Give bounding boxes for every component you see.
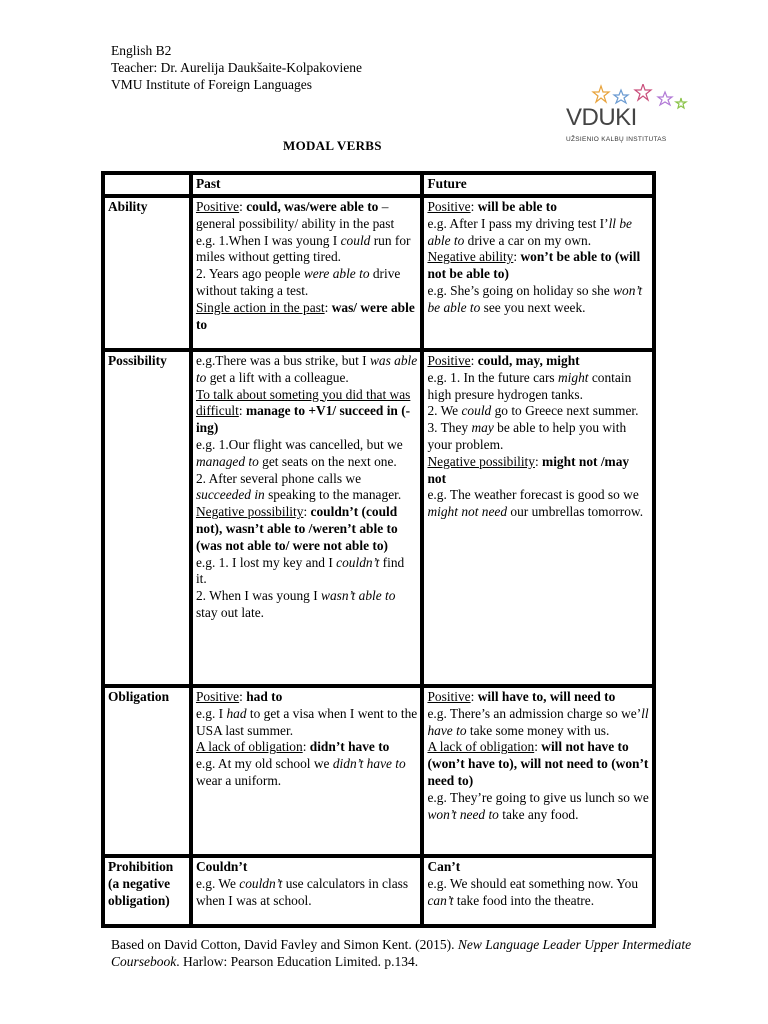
row-label-obligation: Obligation: [103, 686, 191, 856]
row-label-possibility: Possibility: [103, 350, 191, 686]
table-row-ability: [103, 196, 654, 350]
obligation-future-cell: Positive: will have to, will need to e.g. There’s an admission charge so we’ll have to take some money with us. A lack of obligation: will not have to (won’t have to), will not need to (won’t need to) e.g. They’re going to give us lunch so we won’t need to take any food.: [422, 686, 654, 856]
source-citation: Based on David Cotton, David Favley and Simon Kent. (2015). New Language Leader Upper Intermediate Coursebook. Harlow: Pearson Education Limited. p.134.: [111, 937, 692, 969]
possibility-past-cell: e.g.There was a bus strike, but I was able to get a lift with a colleague. To talk about someting you did that was difficult: manage to +V1/ succeed in (-ing) e.g. 1.Our flight was cancelled, but we managed to get seats on the next one. 2. After several phone calls we succeeded in speaking to the manager. Negative possibility: couldn’t (could not), wasn’t able to /weren’t able to (was not able to/ were not able to) e.g. 1. I lost my key and I couldn’t find it. 2. When I was young I wasn’t able to stay out late.: [191, 350, 423, 686]
table-header-row: [103, 173, 654, 196]
prohibition-future-cell: Can’t e.g. We should eat something now. You can’t take food into the theatre.: [422, 856, 654, 926]
header-past: Past: [191, 173, 423, 196]
table-row-prohibition: [103, 856, 654, 926]
institute-line: VMU Institute of Foreign Languages: [111, 77, 312, 92]
obligation-past-cell: Positive: had to e.g. I had to get a visa when I went to the USA last summer. A lack of obligation: didn’t have to e.g. At my old school we didn’t have to wear a uniform.: [191, 686, 423, 856]
logo-wordmark: VDUKI: [566, 104, 637, 131]
prohibition-past-cell: Couldn’t e.g. We couldn’t use calculators in class when I was at school.: [191, 856, 423, 926]
table-row-obligation: [103, 686, 654, 856]
page-title: MODAL VERBS: [283, 138, 382, 153]
modal-verbs-table: [101, 171, 656, 928]
row-label-ability: Ability: [103, 196, 191, 350]
teacher-line: Teacher: Dr. Aurelija Daukšaite-Kolpakoviene: [111, 60, 362, 75]
vduki-logo: [566, 88, 696, 158]
ability-future-cell: Positive: will be able to e.g. After I pass my driving test I’ll be able to drive a car on my own. Negative ability: won’t be able to (will not be able to) e.g. She’s going on holiday so she won’t be able to see you next week.: [422, 196, 654, 350]
document-header: [111, 42, 362, 93]
logo-subtitle: UŽSIENIO KALBŲ INSTITUTAS: [566, 136, 667, 143]
ability-past-cell: Positive: could, was/were able to – general possibility/ ability in the past e.g. 1.When I was young I could run for miles without getting tired. 2. Years ago people were able to drive without taking a test. Single action in the past: was/ were able to: [191, 196, 423, 350]
possibility-future-cell: Positive: could, may, might e.g. 1. In the future cars might contain high presure hydrogen tanks. 2. We could go to Greece next summer. 3. They may be able to help you with your problem. Negative possibility: might not /may not e.g. The weather forecast is good so we might not need our umbrellas tomorrow.: [422, 350, 654, 686]
row-label-prohibition: Prohibition (a negative obligation): [103, 856, 191, 926]
table-row-possibility: [103, 350, 654, 686]
course-line: English B2: [111, 43, 172, 58]
header-future: Future: [422, 173, 654, 196]
book-title: New Language Leader Upper Intermediate Coursebook: [111, 937, 692, 969]
header-empty-cell: [103, 173, 191, 196]
